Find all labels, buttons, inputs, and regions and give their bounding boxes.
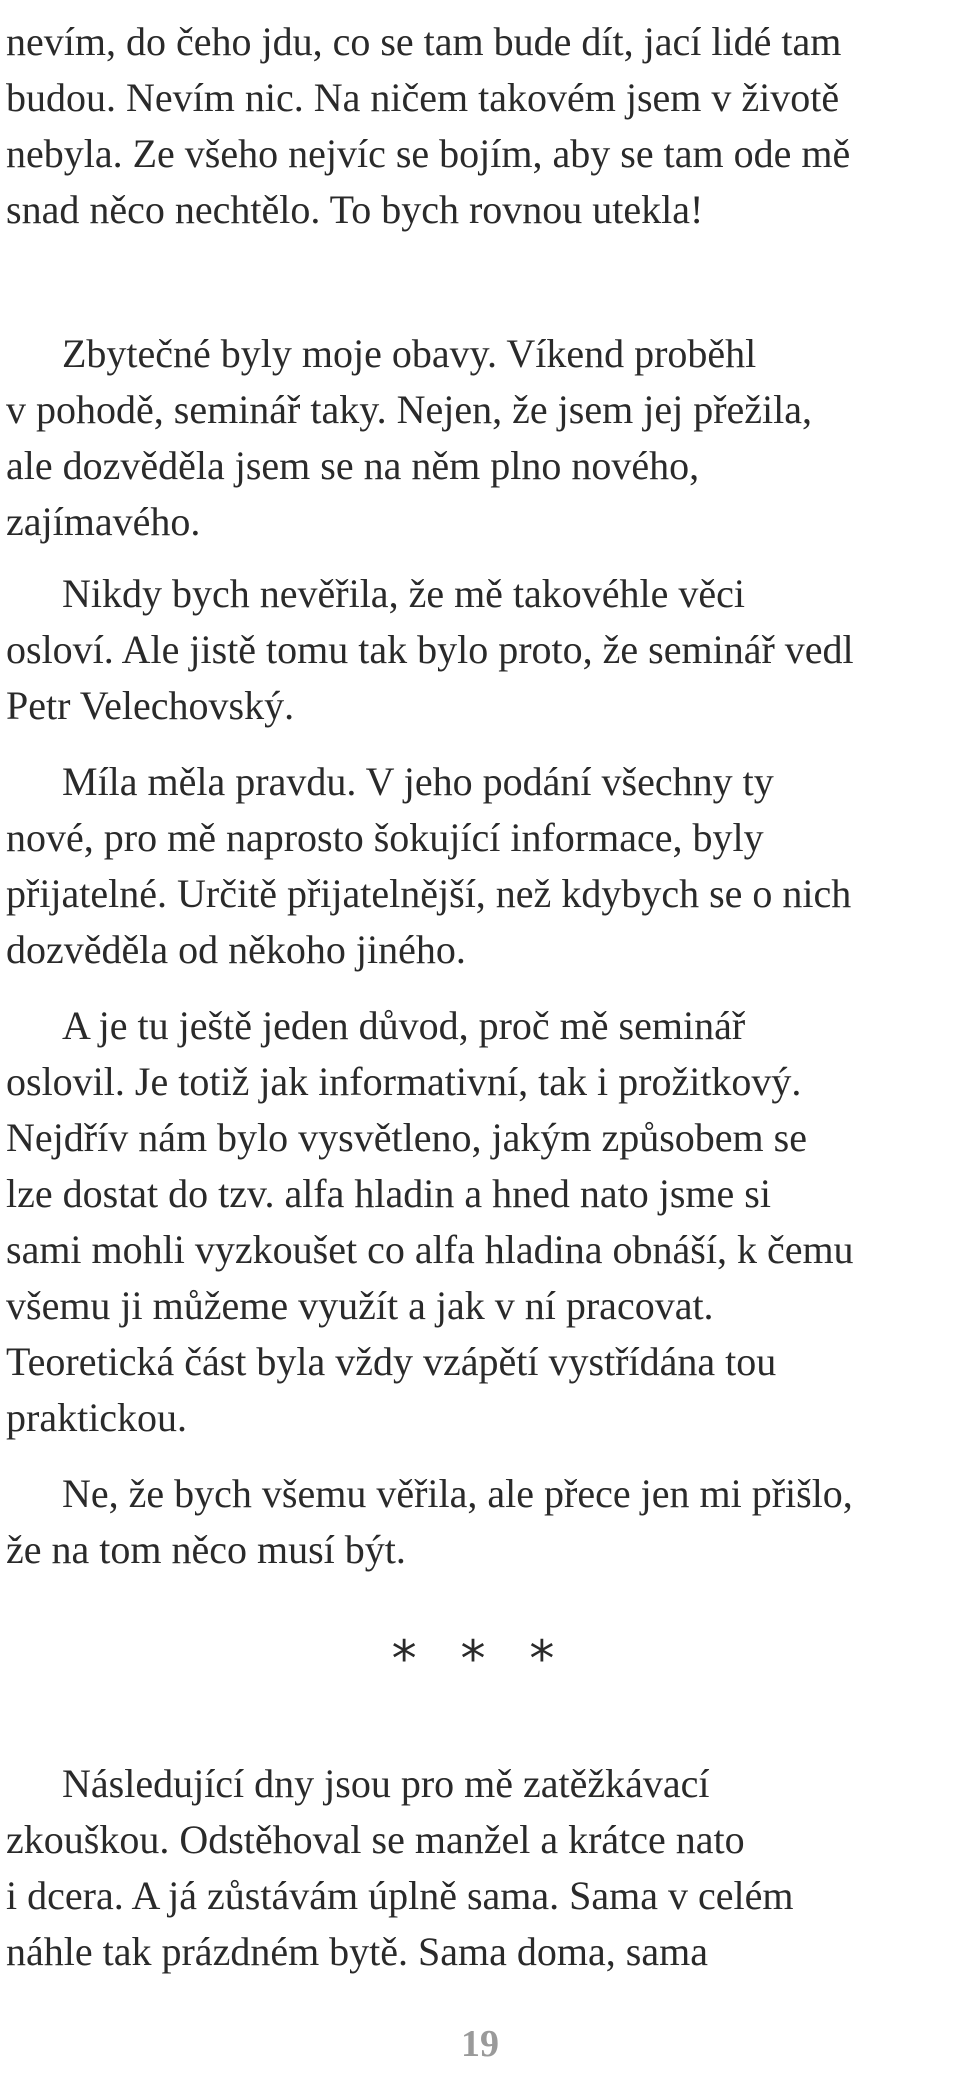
text-line: sami mohli vyzkoušet co alfa hladina obnáší, k čemu (6, 1227, 854, 1272)
text-line: Následující dny jsou pro mě zatěžkávací (62, 1761, 710, 1806)
text-line: dozvěděla od někoho jiného. (6, 927, 466, 972)
section-separator: * * * (391, 1630, 569, 1688)
text-line: Nikdy bych nevěřila, že mě takovéhle věci (62, 571, 746, 616)
text-line: ale dozvěděla jsem se na něm plno nového, (6, 443, 700, 488)
text-line: zkouškou. Odstěhoval se manžel a krátce nato (6, 1817, 745, 1862)
text-line: osloví. Ale jistě tomu tak bylo proto, že seminář vedl (6, 627, 854, 672)
text-line: snad něco nechtělo. To bych rovnou utekla! (6, 187, 704, 232)
text-line: oslovil. Je totiž jak informativní, tak i prožitkový. (6, 1059, 802, 1104)
text-line: Ne, že bych všemu věřila, ale přece jen mi přišlo, (62, 1471, 853, 1516)
text-line: nebyla. Ze všeho nejvíc se bojím, aby se tam ode mě (6, 131, 851, 176)
text-line: Petr Velechovský. (6, 683, 295, 728)
text-line: budou. Nevím nic. Na ničem takovém jsem v životě (6, 75, 840, 120)
page-number: 19 (461, 2023, 499, 2065)
text-line: zajímavého. (6, 499, 201, 544)
text-line: náhle tak prázdném bytě. Sama doma, sama (6, 1929, 708, 1974)
text-line: nevím, do čeho jdu, co se tam bude dít, jací lidé tam (6, 19, 842, 64)
text-line: Teoretická část byla vždy vzápětí vystřídána tou (6, 1339, 777, 1384)
text-line: A je tu ještě jeden důvod, proč mě seminář (62, 1003, 746, 1048)
text-line: lze dostat do tzv. alfa hladin a hned nato jsme si (6, 1171, 771, 1216)
text-line: všemu ji můžeme využít a jak v ní pracovat. (6, 1283, 714, 1328)
text-line: i dcera. A já zůstávám úplně sama. Sama v celém (6, 1873, 794, 1918)
text-line: v pohodě, seminář taky. Nejen, že jsem jej přežila, (6, 387, 812, 432)
text-line: praktickou. (6, 1395, 188, 1440)
text-line: Míla měla pravdu. V jeho podání všechny ty (62, 759, 774, 804)
text-line: Zbytečné byly moje obavy. Víkend proběhl (62, 331, 757, 376)
text-line: Nejdřív nám bylo vysvětleno, jakým způsobem se (6, 1115, 807, 1160)
text-line: nové, pro mě naprosto šokující informace, byly (6, 815, 764, 860)
text-line: přijatelné. Určitě přijatelnější, než kdybych se o nich (6, 871, 852, 916)
text-line: že na tom něco musí být. (6, 1527, 406, 1572)
